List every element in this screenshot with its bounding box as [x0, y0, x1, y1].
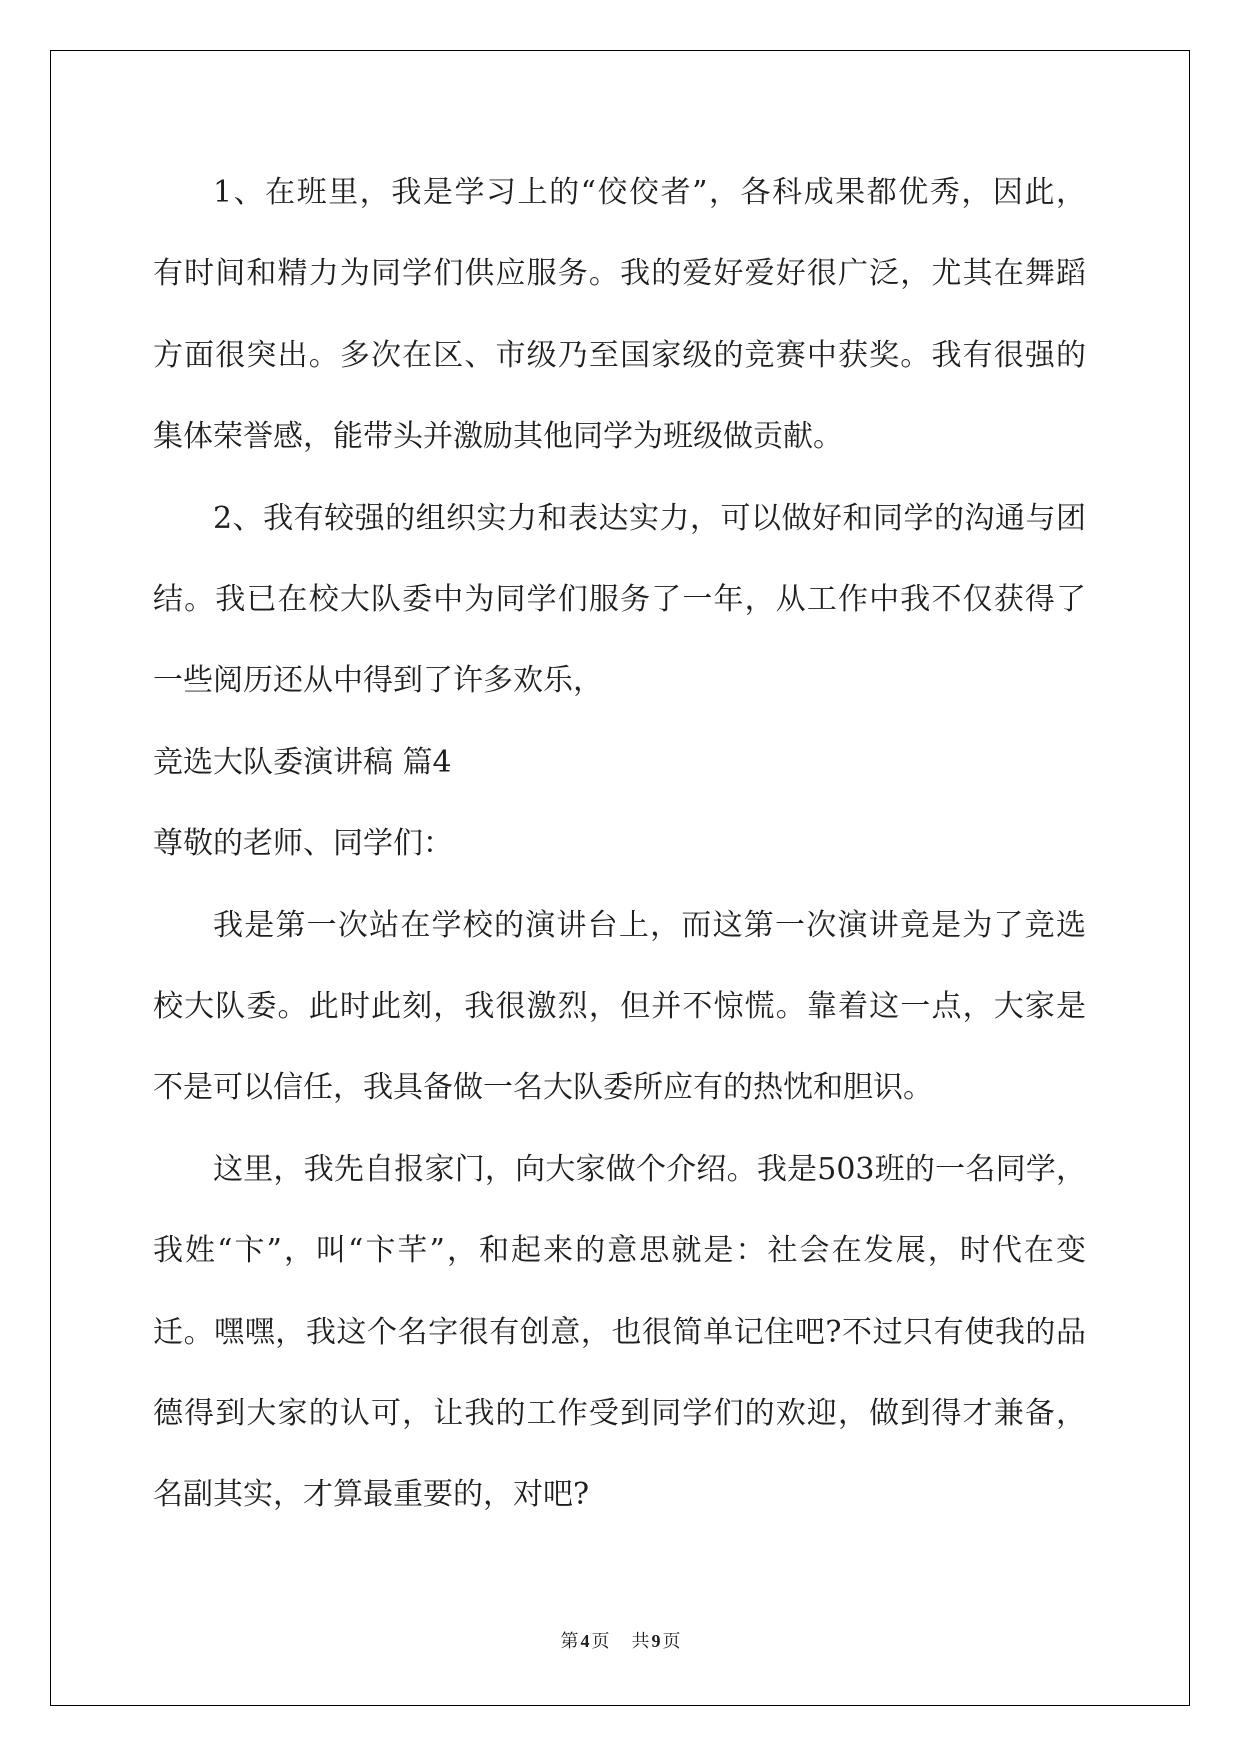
paragraph-line: 不是可以信任，我具备做一名大队委所应有的热忱和胆识。: [153, 1070, 933, 1105]
page-prefix: 第: [560, 1631, 579, 1651]
total-pages: 9: [651, 1631, 661, 1651]
paragraph-line: 我姓“卞”，叫“卞芊”，和起来的意思就是：社会在发展，时代在变: [153, 1233, 1086, 1268]
salutation: 尊敬的老师、同学们：: [153, 826, 453, 861]
paragraph-line: 结。我已在校大队委中为同学们服务了一年，从工作中我不仅获得了: [153, 582, 1086, 617]
paragraph-line: 校大队委。此时此刻，我很激烈，但并不惊慌。靠着这一点，大家是: [153, 989, 1086, 1024]
page-border: [50, 50, 1190, 1706]
paragraph-line: 方面很突出。多次在区、市级乃至国家级的竞赛中获奖。我有很强的: [153, 338, 1086, 373]
paragraph-line: 集体荣誉感，能带头并激励其他同学为班级做贡献。: [153, 419, 843, 454]
paragraph-line: 德得到大家的认可，让我的工作受到同学们的欢迎，做到得才兼备，: [153, 1396, 1086, 1431]
total-suffix: 页: [662, 1631, 681, 1651]
page-suffix: 页: [591, 1631, 610, 1651]
paragraph-line: 这里，我先自报家门，向大家做个介绍。我是503班的一名同学，: [213, 1152, 1086, 1187]
section-title: 竞选大队委演讲稿 篇4: [153, 745, 452, 780]
paragraph-line: 迁。嘿嘿，我这个名字很有创意，也很简单记住吧?不过只有使我的品: [153, 1315, 1086, 1350]
paragraph-line: 我是第一次站在学校的演讲台上，而这第一次演讲竟是为了竞选: [213, 908, 1086, 943]
paragraph-line: 名副其实，才算最重要的，对吧?: [153, 1477, 590, 1512]
total-prefix: 共: [631, 1631, 650, 1651]
paragraph-line: 1、在班里，我是学习上的“佼佼者”，各科成果都优秀，因此，: [213, 175, 1086, 210]
paragraph-line: 有时间和精力为同学们供应服务。我的爱好爱好很广泛，尤其在舞蹈: [153, 256, 1086, 291]
paragraph-line: 2、我有较强的组织实力和表达实力，可以做好和同学的沟通与团: [213, 501, 1086, 536]
paragraph-line: 一些阅历还从中得到了许多欢乐，: [153, 663, 603, 698]
page-footer: [0, 1629, 1241, 1653]
page-number: 4: [580, 1631, 590, 1651]
